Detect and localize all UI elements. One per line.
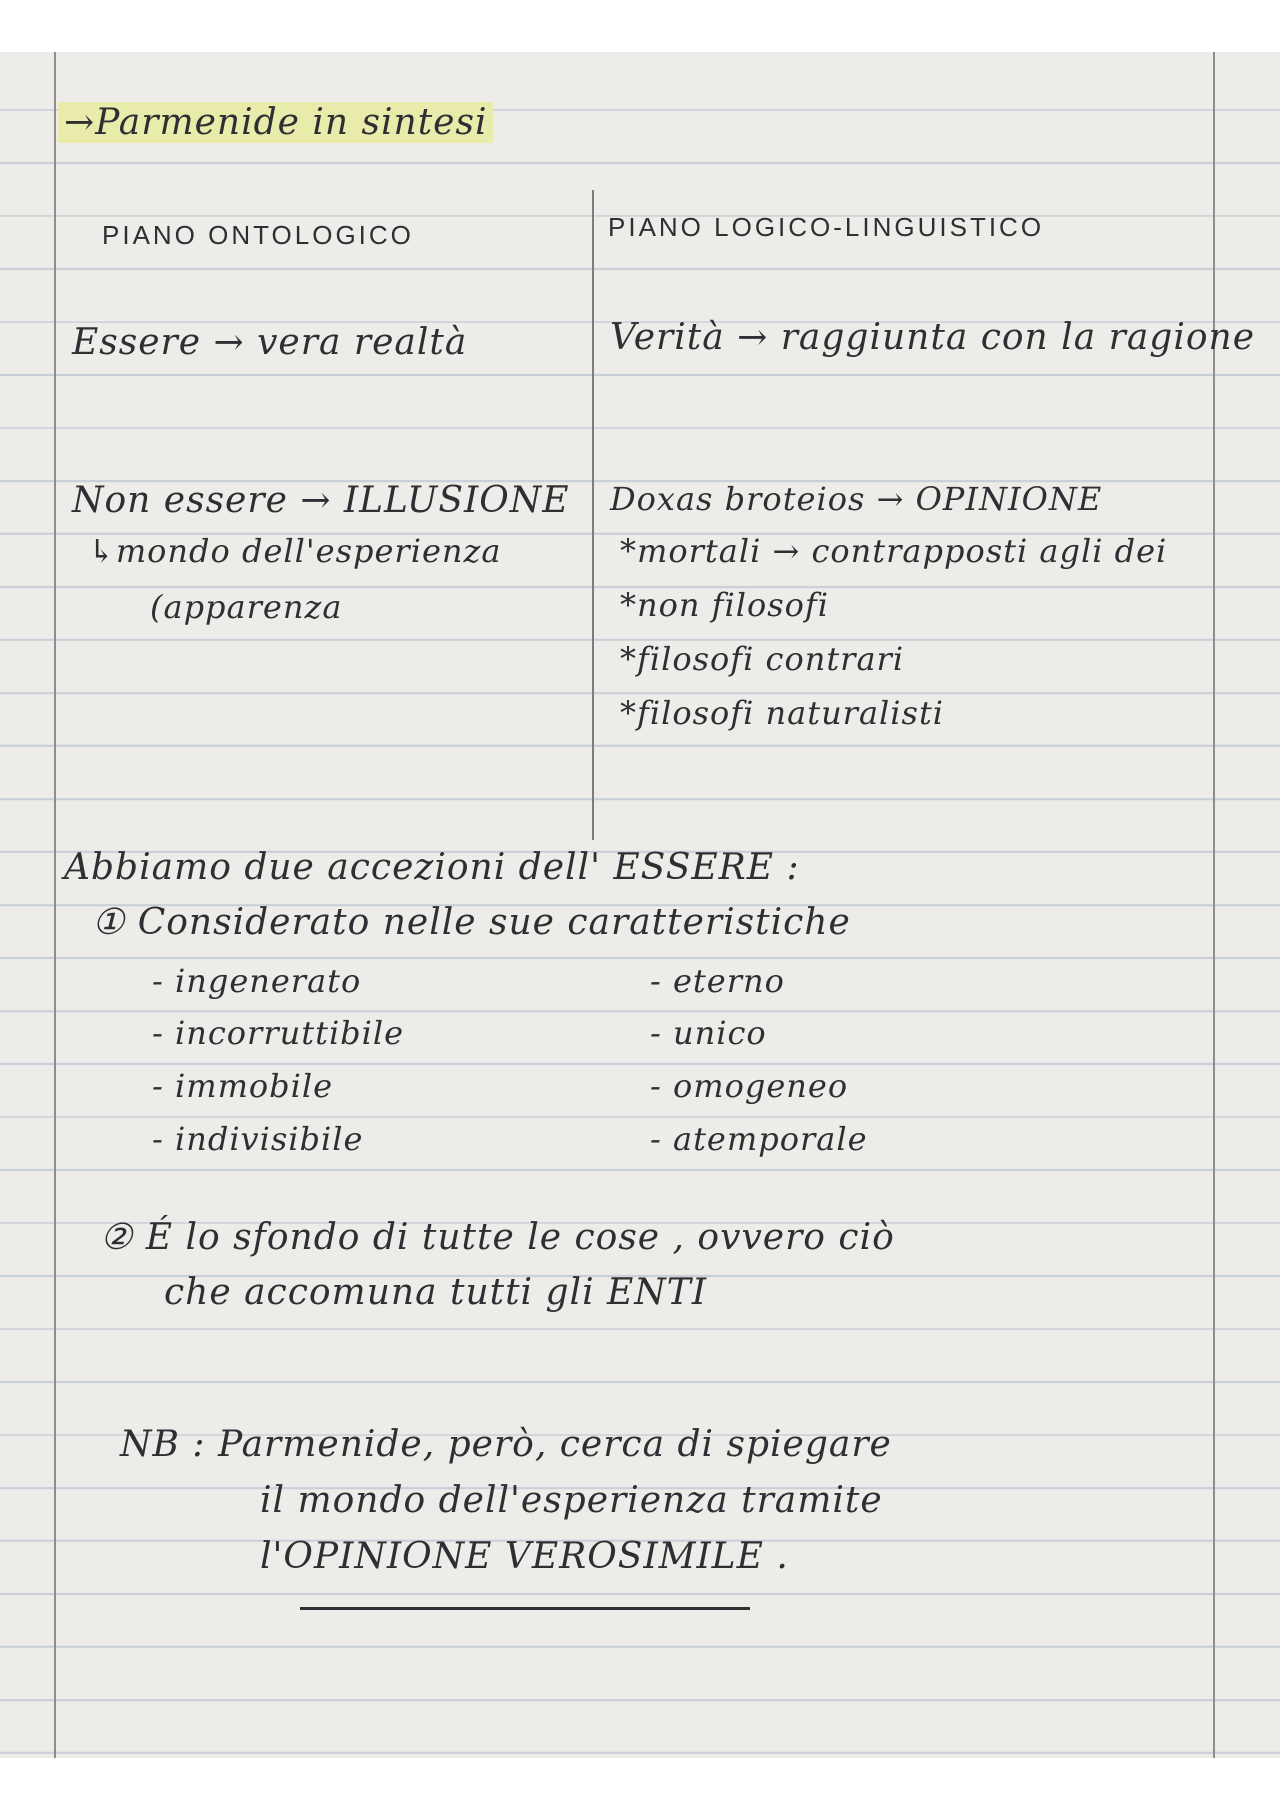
left-margin-line	[54, 52, 56, 1758]
apparenza-line: (apparenza	[150, 588, 343, 626]
nb-line1: NB : Parmenide, però, cerca di spiegare	[120, 1424, 892, 1465]
non-filosofi-line: *non filosofi	[620, 586, 829, 624]
mortali-line: *mortali → contrapposti agli dei	[620, 532, 1168, 570]
list-right-item: - omogeneo	[650, 1067, 849, 1105]
list-right-item: - eterno	[650, 962, 785, 1000]
list-left-item: - immobile	[152, 1067, 334, 1105]
table-header-ontologico: PIANO ONTOLOGICO	[102, 220, 414, 250]
list-right-item: - unico	[650, 1014, 767, 1052]
table-header-logico-linguistico: PIANO LOGICO-LINGUISTICO	[608, 212, 1045, 242]
opinione-underline	[300, 1607, 750, 1610]
right-margin-line	[1213, 52, 1215, 1758]
filosofi-contrari-line: *filosofi contrari	[620, 640, 905, 678]
list-left-item: - indivisibile	[152, 1120, 364, 1158]
essere-cell: Essere → vera realtà	[72, 322, 468, 363]
page-title	[58, 102, 493, 143]
list-right-item: - atemporale	[650, 1120, 868, 1158]
accezione-first: ① Considerato nelle sue caratteristiche	[92, 902, 851, 943]
mondo-esperienza-line: ↳mondo dell'esperienza	[88, 532, 502, 570]
list-left-item: - incorruttibile	[152, 1014, 405, 1052]
accezione-second-line2: che accomuna tutti gli ENTI	[164, 1272, 708, 1313]
list-left-item: - ingenerato	[152, 962, 362, 1000]
filosofi-naturalisti-line: *filosofi naturalisti	[620, 694, 945, 732]
non-essere-line: Non essere → ILLUSIONE	[72, 480, 570, 521]
nb-line3: l'OPINIONE VEROSIMILE .	[260, 1536, 789, 1577]
doxas-line: Doxas broteios → OPINIONE	[610, 480, 1103, 518]
accezioni-intro: Abbiamo due accezioni dell' ESSERE :	[64, 847, 800, 888]
accezione-second-line1: ② É lo sfondo di tutte le cose , ovvero ciò	[100, 1217, 895, 1258]
notebook-page	[0, 52, 1280, 1758]
verita-cell: Verità → raggiunta con la ragione	[610, 317, 1255, 358]
title-highlight: →Parmenide in sintesi	[58, 102, 493, 143]
nb-line2: il mondo dell'esperienza tramite	[260, 1480, 883, 1521]
table-divider	[592, 190, 594, 840]
